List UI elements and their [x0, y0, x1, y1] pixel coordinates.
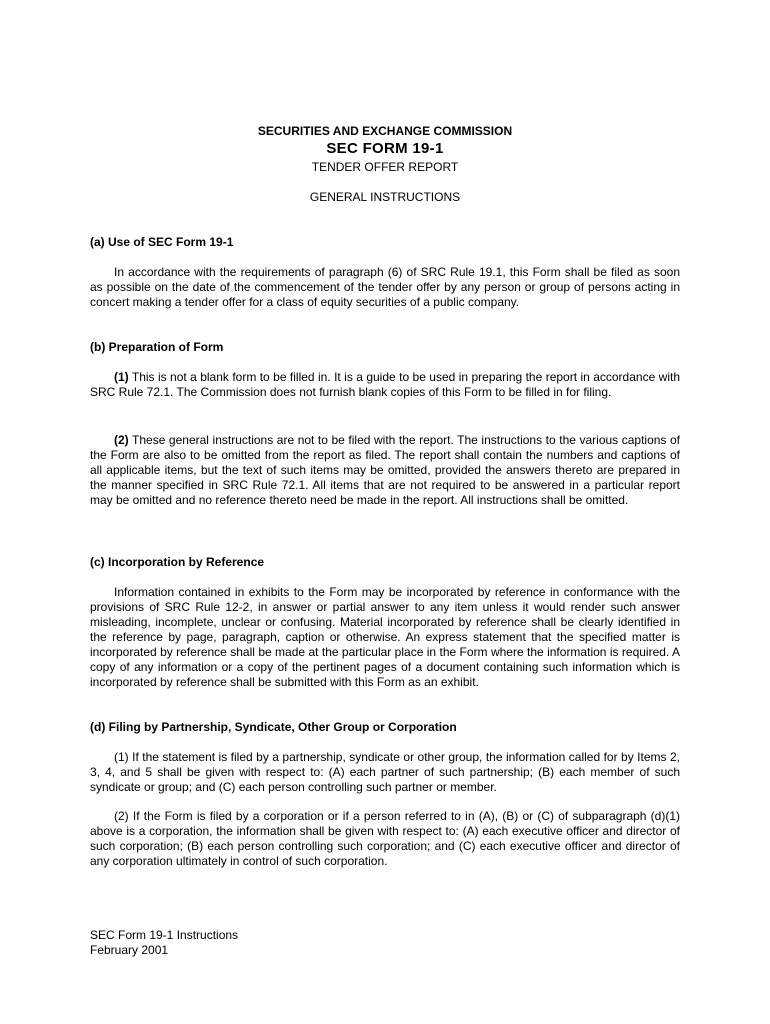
- section-b-p2-number: (2): [114, 433, 129, 447]
- footer-form-name: SEC Form 19-1 Instructions: [90, 928, 239, 942]
- instructions-heading: GENERAL INSTRUCTIONS: [309, 190, 461, 204]
- section-b-paragraph-2: [90, 433, 680, 508]
- section-d-title: (d) Filing by Partnership, Syndicate, Other Group or Corporation: [90, 720, 457, 734]
- section-a-title: (a) Use of SEC Form 19-1: [90, 235, 234, 249]
- section-c-paragraph: Information contained in exhibits to the Form may be incorporated by reference in conformance with the provisions of SRC Rule 12-2, in answer or partial answer to any item unless it would render such answer misleading, incomplete, unclear or confusing. Material incorporated by reference shall be clearly identified in the reference by page, paragraph, caption or otherwise. An express statement that the specified matter is incorporated by reference shall be made at the particular place in the Form where the information is required. A copy of any information or a copy of the pertinent pages of a document containing such information which is incorporated by reference shall be submitted with this Form as an exhibit.: [90, 585, 680, 689]
- section-d-paragraph-1: (1) If the statement is filed by a partnership, syndicate or other group, the information called for by Items 2, 3, 4, and 5 shall be given with respect to: (A) each partner of such partnership; (B) each member of such syndicate or group; and (C) each person controlling such partner or member.: [90, 750, 680, 794]
- section-b-p1-text: This is not a blank form to be filled in. It is a guide to be used in preparing the report in accordance with SRC Rule 72.1. The Commission does not furnish blank copies of this Form to be filled in for filing.: [90, 370, 680, 399]
- page-footer: [90, 928, 238, 958]
- form-title: SEC FORM 19-1: [326, 140, 444, 157]
- section-b-p1-number: (1): [114, 370, 129, 384]
- section-b-title: (b) Preparation of Form: [90, 340, 224, 354]
- commission-heading: SECURITIES AND EXCHANGE COMMISSION: [257, 124, 513, 138]
- section-a-paragraph: In accordance with the requirements of paragraph (6) of SRC Rule 19.1, this Form shall be filed as soon as possible on the date of the commencement of the tender offer by any person or group of persons acting in concert making a tender offer for a class of equity securities of a public company.: [90, 265, 680, 309]
- section-b-p2-text: These general instructions are not to be filed with the report. The instructions to the various captions of the Form are also to be omitted from the report as filed. The report shall contain the numbers and captions of all applicable items, but the text of such items may be omitted, provided the answers thereto are prepared in the manner specified in SRC Rule 72.1. All items that are not required to be answered in a particular report may be omitted and no reference thereto need be made in the report. All instructions shall be omitted.: [90, 433, 680, 507]
- section-b-paragraph-1: [90, 370, 680, 400]
- section-c-title: (c) Incorporation by Reference: [90, 555, 265, 569]
- footer-date: February 2001: [90, 943, 169, 957]
- report-title: TENDER OFFER REPORT: [311, 160, 459, 174]
- section-d-paragraph-2: (2) If the Form is filed by a corporation or if a person referred to in (A), (B) or (C) of subparagraph (d)(1) above is a corporation, the information shall be given with respect to: (A) each executive officer and director of such corporation; (B) each person controlling such corporation; and (C) each executive officer and director of any corporation ultimately in control of such corporation.: [90, 809, 680, 868]
